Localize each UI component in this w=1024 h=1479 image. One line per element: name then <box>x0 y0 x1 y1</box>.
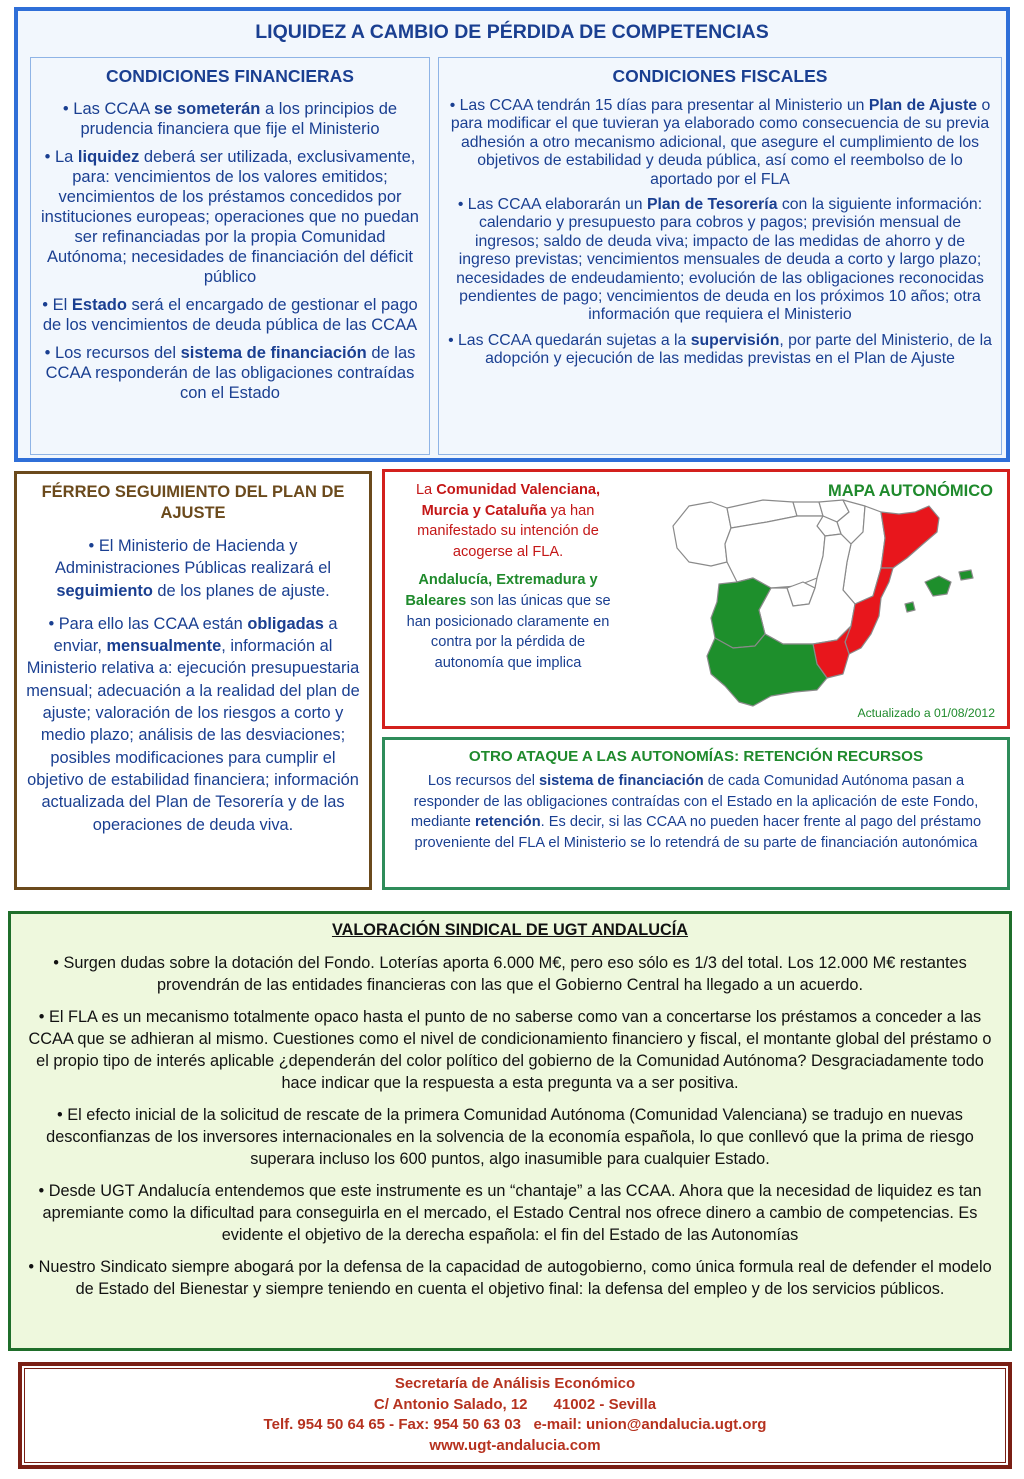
map-region-andalucia <box>707 634 827 706</box>
fiscales-bullet-3: • Las CCAA quedarán sujetas a la supervisión, por parte del Ministerio, de la adopción y ejecución de las medidas previstas en el Plan de Ajuste <box>448 331 992 368</box>
seguimiento-panel <box>14 471 372 890</box>
footer-contact <box>25 1415 1005 1436</box>
spain-regions-map <box>667 478 997 714</box>
footer-city: 41002 - Sevilla <box>553 1395 657 1413</box>
financieras-bullet-1: • Las CCAA se someterán a los principios de prudencia financiera que fije el Ministerio <box>62 100 398 138</box>
financieras-bullet-3: • El Estado será el encargado de gestionar el pago de los vencimientos de deuda pública de las CCAA <box>42 296 418 334</box>
retencion-heading: OTRO ATAQUE A LAS AUTONOMÍAS: RETENCIÓN RECURSOS <box>468 748 924 765</box>
valoracion-panel <box>8 911 1012 1351</box>
valoracion-bullet-1: • Surgen dudas sobre la dotación del Fondo. Loterías aporta 6.000 M€, pero eso sólo es 1/3 del total. Los 12.000 M€ restantes provendrán de las entidades financieras con las que el Gobierno Central ha llegado a un acuerdo. <box>53 954 967 994</box>
mapa-updated-date: Actualizado a 01/08/2012 <box>857 706 995 720</box>
financieras-bullet-4: • Los recursos del sistema de financiación de las CCAA responderán de las obligaciones contraídas con el Estado <box>44 344 416 402</box>
valoracion-bullet-3: • El efecto inicial de la solicitud de rescate de la primera Comunidad Autónoma (Comunidad Valenciana) se tradujo en nuevas desconfianzas de los inversores internacionales en la solvencia de la economía española, lo que conllevó que la prima de riesgo superara incluso los 600 puntos, algo inasumible para cualquier Estado. <box>46 1106 974 1168</box>
map-region-cantabria <box>793 502 823 516</box>
footer-address <box>25 1395 1005 1416</box>
footer-department: Secretaría de Análisis Económico <box>394 1375 636 1392</box>
retencion-panel <box>382 737 1010 890</box>
fiscales-bullet-1: • Las CCAA tendrán 15 días para presentar al Ministerio un Plan de Ajuste o para modificar el que tuvieran ya elaborado como consecuencia de su previa adhesión a otro mecanismo adicional, que asegure el cumplimiento de los objetivos de estabilidad y deuda pública, así como el reembolso de lo aportado por el FLA <box>449 97 991 188</box>
seguimiento-bullet-1: • El Ministerio de Hacienda y Administraciones Públicas realizará el seguimiento de los planes de ajuste. <box>54 537 332 600</box>
valoracion-heading: VALORACIÓN SINDICAL DE UGT ANDALUCÍA <box>331 921 689 939</box>
condiciones-financieras-panel <box>30 57 430 455</box>
valoracion-bullet-2: • El FLA es un mecanismo totalmente opaco hasta el punto de no saberse como van a concertarse los préstamos a conceder a las CCAA que se adhieran al mismo. Cuestiones como el nivel de condicionamiento financiero y fiscal, el montante global del préstamo o el propio tipo de interés aplicable ¿dependerán del color político del gobierno de la Comunidad Autónoma? Desgraciadamente todo hace indicar que la respuesta a esta pregunta va a ser positiva. <box>28 1008 992 1092</box>
footer-email-link[interactable]: union@andalucia.ugt.org <box>585 1416 767 1433</box>
mapa-contra-text: Andalucía, Extremadura y Baleares son las únicas que se han posicionado claramente en contra por la pérdida de autonomía que implica <box>405 572 611 671</box>
footer-email-label: e-mail: <box>533 1416 586 1433</box>
map-region-baleares-mallorca <box>925 576 951 596</box>
footer <box>18 1362 1012 1469</box>
condiciones-financieras-heading: CONDICIONES FINANCIERAS <box>106 66 354 86</box>
map-region-galicia <box>673 502 731 566</box>
condiciones-fiscales-heading: CONDICIONES FISCALES <box>612 66 828 86</box>
footer-street: C/ Antonio Salado, 12 <box>373 1395 528 1413</box>
map-region-cataluna <box>881 506 939 568</box>
fiscales-bullet-2: • Las CCAA elaborarán un Plan de Tesorería con la siguiente información: calendario y presupuesto para cobros y pagos; previsión mensual de ingresos; saldo de deuda viva; impacto de las medidas de ahorro y de ingreso previstas; vencimientos mensuales de deuda a corto y largo plazo; necesidades de endeudamiento; evolución de las obligaciones reconocidas pendientes de pago; vencimientos de deuda en los próximos 10 años; otra información que requiera el Ministerio <box>456 196 984 324</box>
mapa-autonomico-panel <box>382 469 1010 729</box>
footer-web-link[interactable]: www.ugt-andalucia.com <box>429 1436 601 1454</box>
footer-phones: Telf. 954 50 64 65 - Fax: 954 50 63 03 <box>263 1416 521 1433</box>
financieras-bullet-2: • La liquidez deberá ser utilizada, exclusivamente, para: vencimientos de los valores emitidos; vencimientos de los préstamos concedidos por instituciones europeas; operaciones que no puedan ser refinanciadas por la propia Comunidad Autónoma; necesidades de financiación del déficit público <box>41 148 419 286</box>
mapa-heading: MAPA AUTONÓMICO <box>828 482 993 500</box>
mapa-favor-text: La Comunidad Valenciana, Murcia y Cataluña ya han manifestado su intención de acogerse al FLA. <box>415 482 601 560</box>
seguimiento-heading: FÉRREO SEGUIMIENTO DEL PLAN DE AJUSTE <box>41 483 345 522</box>
valoracion-bullet-5: • Nuestro Sindicato siempre abogará por la defensa de la capacidad de autogobierno, como única formula real de defender el modelo de Estado del Bienestar y siempre teniendo en cuenta el objetivo final: la defensa del empleo y de los servicios públicos. <box>28 1258 992 1298</box>
mapa-text-column <box>403 480 613 673</box>
condiciones-fiscales-panel <box>438 57 1002 455</box>
map-region-baleares-ibiza <box>905 602 915 612</box>
seguimiento-bullet-2: • Para ello las CCAA están obligadas a enviar, mensualmente, información al Ministerio relativa a: ejecución presupuestaria mensual; adecuación a la realidad del plan de ajuste; valoración de los riesgos a corto y medio plazo; análisis de las desviaciones; posibles modificaciones para cumplir el objetivo de estabilidad financiera; información actualizada del Plan de Tesorería y de las operaciones de deuda viva. <box>26 614 360 834</box>
map-region-castilla-leon <box>725 516 825 588</box>
footer-inner-frame <box>24 1368 1006 1463</box>
liquidez-section <box>14 7 1010 462</box>
map-region-baleares-menorca <box>959 570 973 580</box>
retencion-body: Los recursos del sistema de financiación de cada Comunidad Autónoma pasan a responder de las obligaciones contraídas con el Estado en la aplicación de este Fondo, mediante retención. Es decir, si las CCAA no pueden hacer frente al pago del préstamo proveniente del FLA el Ministerio se lo retendrá de su parte de financiación autonómica <box>410 773 982 851</box>
valoracion-bullet-4: • Desde UGT Andalucía entendemos que este instrumente es un “chantaje” a las CCAA. Ahora que la necesidad de liquidez es tan apremiante como la dificultad para conseguirla en el mercado, el Estado Central nos ofrece dinero a cambio de competencias. Es evidente el objetivo de la derecha española: el fin del Estado de las Autonomías <box>38 1182 982 1244</box>
page-title: LIQUIDEZ A CAMBIO DE PÉRDIDA DE COMPETENCIAS <box>255 21 769 43</box>
